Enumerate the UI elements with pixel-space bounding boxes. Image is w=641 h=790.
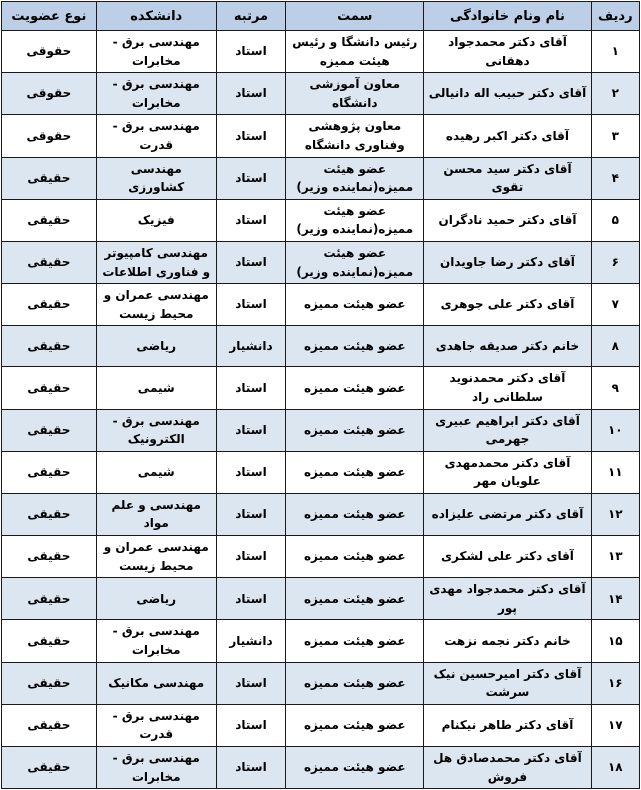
- cell-position: عضو هیئت ممیزه(نماینده وزیر): [286, 157, 424, 199]
- cell-position: عضو هیئت ممیزه: [286, 704, 424, 746]
- cell-membership: حقیقی: [2, 199, 97, 241]
- cell-row-number: ۱۶: [591, 662, 639, 704]
- cell-rank: استاد: [216, 284, 286, 326]
- cell-position: عضو هیئت ممیزه: [286, 284, 424, 326]
- cell-rank: استاد: [216, 367, 286, 409]
- cell-faculty: مهندسی برق - مخابرات: [96, 620, 216, 662]
- cell-row-number: ۶: [591, 241, 639, 283]
- cell-row-number: ۹: [591, 367, 639, 409]
- table-row: [2, 747, 640, 789]
- cell-membership: حقوقی: [2, 31, 97, 73]
- cell-rank: استاد: [216, 157, 286, 199]
- cell-row-number: ۱۷: [591, 704, 639, 746]
- cell-rank: دانشیار: [216, 620, 286, 662]
- table-row: [2, 157, 640, 199]
- cell-position: معاون پژوهشی وفناوری دانشگاه: [286, 115, 424, 157]
- header-name: نام ونام خانوادگی: [424, 2, 591, 31]
- cell-name: آقای دکتر علی لشکری: [424, 536, 591, 578]
- table-row: [2, 704, 640, 746]
- document-page: [0, 1, 641, 789]
- table-row: [2, 620, 640, 662]
- table-row: [2, 578, 640, 620]
- cell-name: آقای دکتر اکبر رهیده: [424, 115, 591, 157]
- table-body: [2, 31, 640, 789]
- cell-membership: حقیقی: [2, 326, 97, 367]
- cell-faculty: مهندسی و علم مواد: [96, 493, 216, 535]
- cell-name: آقای دکتر حبیب اله دانیالی: [424, 73, 591, 115]
- header-rank: مرتبه: [216, 2, 286, 31]
- cell-name: آقای دکتر محمدجواد دهقانی: [424, 31, 591, 73]
- table-header: [2, 2, 640, 31]
- cell-name: آقای دکتر رضا جاویدان: [424, 241, 591, 283]
- cell-faculty: مهندسی برق - قدرت: [96, 704, 216, 746]
- table-row: [2, 451, 640, 493]
- cell-membership: حقیقی: [2, 620, 97, 662]
- cell-faculty: مهندسی برق - مخابرات: [96, 747, 216, 789]
- cell-membership: حقیقی: [2, 747, 97, 789]
- cell-rank: استاد: [216, 536, 286, 578]
- cell-membership: حقیقی: [2, 662, 97, 704]
- cell-position: عضو هیئت ممیزه: [286, 536, 424, 578]
- cell-name: خانم دکتر صدیقه جاهدی: [424, 326, 591, 367]
- cell-position: عضو هیئت ممیزه(نماینده وزیر): [286, 241, 424, 283]
- cell-row-number: ۱۴: [591, 578, 639, 620]
- cell-faculty: مهندسی برق - مخابرات: [96, 73, 216, 115]
- table-row: [2, 409, 640, 451]
- cell-name: آقای دکتر محمدصادق هل فروش: [424, 747, 591, 789]
- cell-rank: استاد: [216, 73, 286, 115]
- cell-membership: حقیقی: [2, 704, 97, 746]
- cell-rank: استاد: [216, 578, 286, 620]
- table-row: [2, 31, 640, 73]
- cell-row-number: ۱۱: [591, 451, 639, 493]
- cell-row-number: ۲: [591, 73, 639, 115]
- cell-faculty: مهندسی برق - قدرت: [96, 115, 216, 157]
- cell-rank: استاد: [216, 747, 286, 789]
- cell-row-number: ۱۲: [591, 493, 639, 535]
- cell-rank: استاد: [216, 31, 286, 73]
- cell-position: عضو هیئت ممیزه: [286, 662, 424, 704]
- cell-rank: استاد: [216, 493, 286, 535]
- cell-name: آقای دکتر محمدمهدی علویان مهر: [424, 451, 591, 493]
- cell-name: خانم دکتر نجمه نزهت: [424, 620, 591, 662]
- cell-row-number: ۸: [591, 326, 639, 367]
- cell-name: آقای دکتر ابراهیم عبیری جهرمی: [424, 409, 591, 451]
- cell-membership: حقوقی: [2, 73, 97, 115]
- cell-name: آقای دکتر محمدنوید سلطانی راد: [424, 367, 591, 409]
- cell-membership: حقیقی: [2, 284, 97, 326]
- cell-membership: حقیقی: [2, 536, 97, 578]
- cell-faculty: مهندسی عمران و محیط زیست: [96, 536, 216, 578]
- cell-row-number: ۱۳: [591, 536, 639, 578]
- table-row: [2, 241, 640, 283]
- cell-faculty: شیمی: [96, 451, 216, 493]
- cell-faculty: مهندسی مکانیک: [96, 662, 216, 704]
- cell-faculty: ریاضی: [96, 326, 216, 367]
- cell-rank: استاد: [216, 451, 286, 493]
- table-row: [2, 284, 640, 326]
- cell-membership: حقیقی: [2, 157, 97, 199]
- cell-row-number: ۱۵: [591, 620, 639, 662]
- cell-rank: استاد: [216, 662, 286, 704]
- cell-membership: حقیقی: [2, 409, 97, 451]
- header-row-number: ردیف: [591, 2, 639, 31]
- cell-position: عضو هیئت ممیزه: [286, 620, 424, 662]
- table-row: [2, 662, 640, 704]
- cell-rank: استاد: [216, 409, 286, 451]
- cell-row-number: ۴: [591, 157, 639, 199]
- table-row: [2, 73, 640, 115]
- cell-name: آقای دکتر امیرحسین نیک سرشت: [424, 662, 591, 704]
- header-faculty: دانشکده: [96, 2, 216, 31]
- cell-faculty: شیمی: [96, 367, 216, 409]
- cell-position: معاون آموزشی دانشگاه: [286, 73, 424, 115]
- cell-name: آقای دکتر حمید نادگران: [424, 199, 591, 241]
- cell-name: آقای دکتر طاهر نیکنام: [424, 704, 591, 746]
- cell-position: عضو هیئت ممیزه(نماینده وزیر): [286, 199, 424, 241]
- cell-row-number: ۱۸: [591, 747, 639, 789]
- cell-position: رئیس دانشگا و رئیس هیئت ممیزه: [286, 31, 424, 73]
- cell-faculty: مهندسی برق - مخابرات: [96, 31, 216, 73]
- cell-name: آقای دکتر محمدجواد مهدی پور: [424, 578, 591, 620]
- cell-rank: استاد: [216, 241, 286, 283]
- header-membership: نوع عضویت: [2, 2, 97, 31]
- table-row: [2, 326, 640, 367]
- table-row: [2, 115, 640, 157]
- cell-rank: استاد: [216, 199, 286, 241]
- cell-position: عضو هیئت ممیزه: [286, 326, 424, 367]
- table-row: [2, 536, 640, 578]
- cell-row-number: ۱: [591, 31, 639, 73]
- cell-position: عضو هیئت ممیزه: [286, 578, 424, 620]
- cell-faculty: مهندسی کامپیوتر و فناوری اطلاعات: [96, 241, 216, 283]
- cell-row-number: ۵: [591, 199, 639, 241]
- header-position: سمت: [286, 2, 424, 31]
- cell-faculty: مهندسی کشاورزی: [96, 157, 216, 199]
- cell-membership: حقیقی: [2, 241, 97, 283]
- cell-faculty: فیزیک: [96, 199, 216, 241]
- cell-membership: حقیقی: [2, 451, 97, 493]
- cell-rank: استاد: [216, 115, 286, 157]
- committee-members-table: [1, 1, 640, 789]
- cell-faculty: مهندسی عمران و محیط زیست: [96, 284, 216, 326]
- cell-row-number: ۱۰: [591, 409, 639, 451]
- cell-faculty: مهندسی برق - الکترونیک: [96, 409, 216, 451]
- cell-faculty: ریاضی: [96, 578, 216, 620]
- cell-membership: حقیقی: [2, 367, 97, 409]
- cell-name: آقای دکتر مرتضی علیزاده: [424, 493, 591, 535]
- cell-position: عضو هیئت ممیزه: [286, 451, 424, 493]
- table-row: [2, 493, 640, 535]
- cell-name: آقای دکتر علی جوهری: [424, 284, 591, 326]
- cell-row-number: ۳: [591, 115, 639, 157]
- cell-position: عضو هیئت ممیزه: [286, 367, 424, 409]
- cell-row-number: ۷: [591, 284, 639, 326]
- table-row: [2, 199, 640, 241]
- cell-membership: حقیقی: [2, 493, 97, 535]
- cell-name: آقای دکتر سید محسن تقوی: [424, 157, 591, 199]
- cell-position: عضو هیئت ممیزه: [286, 747, 424, 789]
- table-row: [2, 367, 640, 409]
- cell-rank: استاد: [216, 704, 286, 746]
- cell-rank: دانشیار: [216, 326, 286, 367]
- header-row: [2, 2, 640, 31]
- cell-position: عضو هیئت ممیزه: [286, 493, 424, 535]
- cell-membership: حقیقی: [2, 578, 97, 620]
- cell-position: عضو هیئت ممیزه: [286, 409, 424, 451]
- cell-membership: حقوقی: [2, 115, 97, 157]
